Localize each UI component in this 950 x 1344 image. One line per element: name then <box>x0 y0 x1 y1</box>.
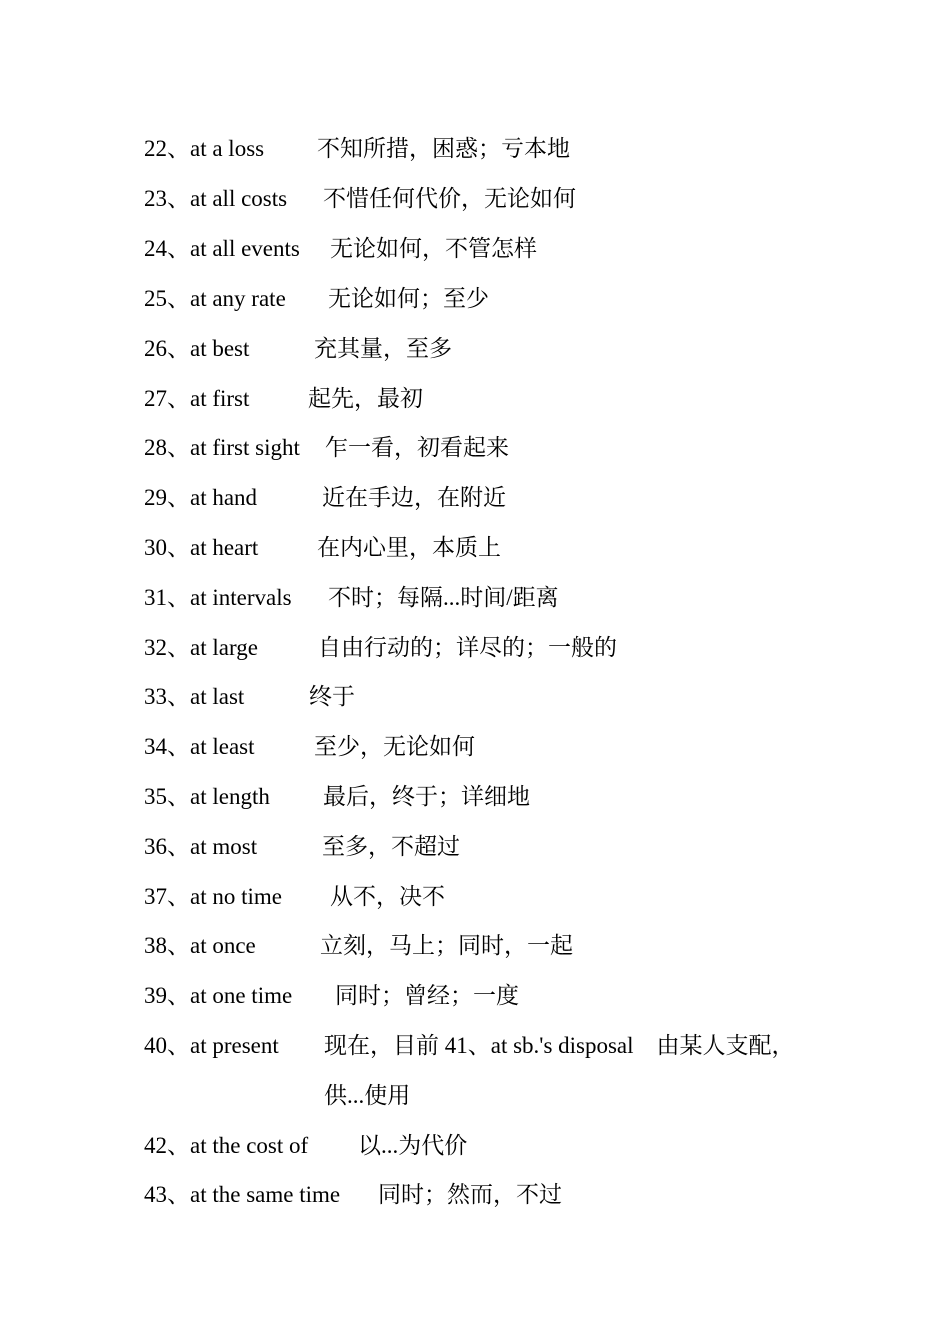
entry-meaning: 近在手边，在附近 <box>322 485 506 510</box>
entry-meaning: 不时；每隔...时间/距离 <box>328 585 559 610</box>
list-item <box>144 782 530 812</box>
entry-phrase: at heart <box>190 535 259 560</box>
entry-meaning: 从不，决不 <box>330 884 445 909</box>
entry-number: 30、 <box>144 535 190 560</box>
list-item <box>144 184 576 214</box>
entry-number: 28、 <box>144 435 190 460</box>
entry-number: 39、 <box>144 983 190 1008</box>
entry-meaning: 同时；然而，不过 <box>378 1182 562 1207</box>
entry-number: 34、 <box>144 734 190 759</box>
entry-number: 29、 <box>144 485 190 510</box>
list-item <box>144 1180 562 1210</box>
entry-meaning: 自由行动的；详尽的；一般的 <box>318 635 617 660</box>
entry-phrase: at a loss <box>190 136 265 161</box>
entry-meaning: 终于 <box>309 684 355 709</box>
entry-number: 26、 <box>144 336 190 361</box>
list-item <box>144 1131 468 1161</box>
entry-phrase: at once <box>190 933 256 958</box>
entry-meaning: 无论如何；至少 <box>328 286 489 311</box>
list-item <box>144 682 355 712</box>
list-item <box>144 832 460 862</box>
entry-number: 24、 <box>144 236 190 261</box>
list-item <box>144 234 537 264</box>
entry-phrase: at any rate <box>190 286 286 311</box>
entry-meaning: 不知所措，困惑；亏本地 <box>317 136 570 161</box>
entry-phrase: at present <box>190 1033 279 1058</box>
entry-number: 43、 <box>144 1182 190 1207</box>
entry-meaning: 现在，目前 41、at sb.'s disposal 由某人支配， <box>324 1033 795 1058</box>
entry-number: 42、 <box>144 1133 190 1158</box>
entry-meaning: 无论如何，不管怎样 <box>330 236 537 261</box>
entry-phrase: at first sight <box>190 435 300 460</box>
list-item <box>144 284 489 314</box>
list-item <box>144 483 506 513</box>
entry-meaning: 起先，最初 <box>308 386 423 411</box>
list-item <box>144 533 501 563</box>
entry-phrase: at the same time <box>190 1182 341 1207</box>
entry-meaning: 不惜任何代价，无论如何 <box>323 186 576 211</box>
entry-number: 35、 <box>144 784 190 809</box>
list-item <box>144 732 475 762</box>
entry-meaning: 立刻，马上；同时，一起 <box>320 933 573 958</box>
list-item <box>144 633 617 663</box>
list-item <box>144 433 509 463</box>
entry-meaning: 充其量，至多 <box>314 336 452 361</box>
entry-phrase: at last <box>190 684 245 709</box>
entry-number: 33、 <box>144 684 190 709</box>
entry-phrase: at hand <box>190 485 258 510</box>
entry-phrase: at best <box>190 336 250 361</box>
entry-number: 40、 <box>144 1033 190 1058</box>
entry-meaning: 以...为代价 <box>358 1133 468 1158</box>
entry-number: 36、 <box>144 834 190 859</box>
list-item <box>144 882 445 912</box>
entry-phrase: at length <box>190 784 270 809</box>
entry-meaning: 至少，无论如何 <box>314 734 475 759</box>
entry-phrase: at intervals <box>190 585 292 610</box>
list-item <box>144 334 452 364</box>
entry-phrase: at large <box>190 635 258 660</box>
list-item <box>144 981 519 1011</box>
list-item <box>144 384 423 414</box>
entry-phrase: at no time <box>190 884 282 909</box>
entry-number: 22、 <box>144 136 190 161</box>
entry-phrase: at first <box>190 386 250 411</box>
entry-phrase: at most <box>190 834 258 859</box>
entry-phrase: at all costs <box>190 186 288 211</box>
entry-phrase: at least <box>190 734 255 759</box>
entry-number: 32、 <box>144 635 190 660</box>
list-item <box>144 583 559 613</box>
entry-number: 38、 <box>144 933 190 958</box>
entry-number: 37、 <box>144 884 190 909</box>
entry-phrase: at one time <box>190 983 293 1008</box>
entry-number: 31、 <box>144 585 190 610</box>
entry-meaning: 在内心里，本质上 <box>317 535 501 560</box>
wrapped-line-continuation: 供...使用 <box>324 1083 411 1108</box>
entry-phrase: at all events <box>190 236 300 261</box>
entry-meaning: 乍一看，初看起来 <box>325 435 509 460</box>
entry-number: 25、 <box>144 286 190 311</box>
entry-number: 23、 <box>144 186 190 211</box>
entry-meaning: 同时；曾经；一度 <box>335 983 519 1008</box>
list-item <box>144 931 573 961</box>
list-item <box>144 1031 795 1061</box>
list-item <box>144 134 570 164</box>
entry-number: 27、 <box>144 386 190 411</box>
entry-meaning: 最后，终于；详细地 <box>323 784 530 809</box>
entry-phrase: at the cost of <box>190 1133 309 1158</box>
entry-meaning: 至多，不超过 <box>322 834 460 859</box>
